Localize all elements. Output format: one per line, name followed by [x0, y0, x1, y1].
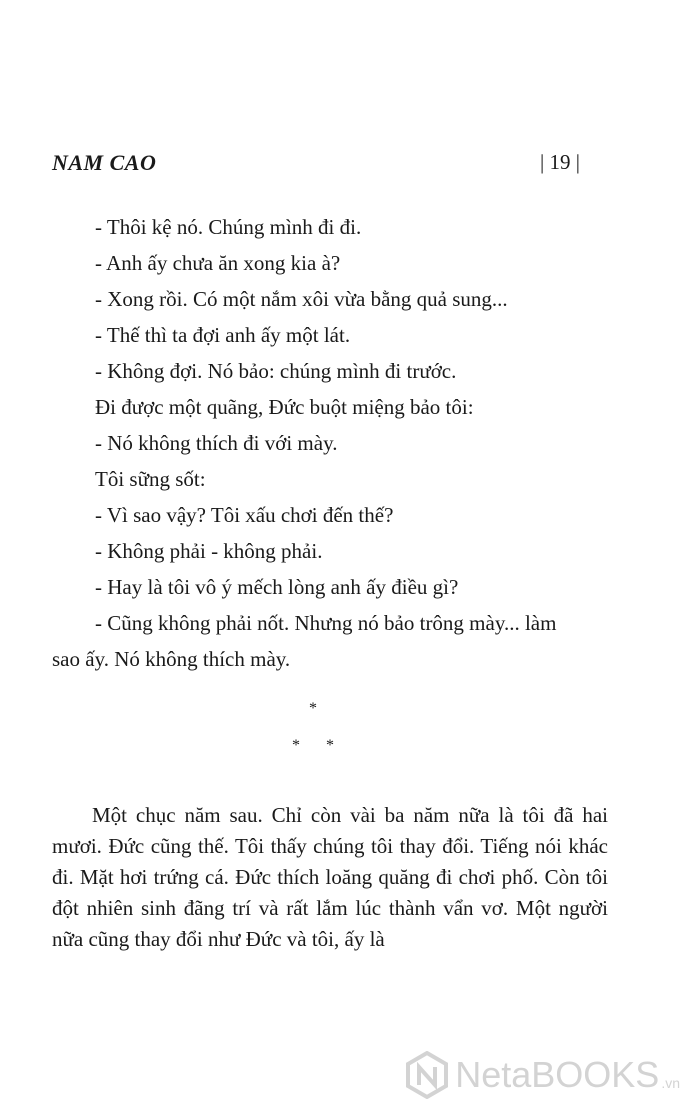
body-paragraph: Một chục năm sau. Chỉ còn vài ba năm nữa là tôi đã hai mươi. Đức cũng thế. Tôi thấy chúng tôi thay đổi. Tiếng nói khác đi. Mặt hơi trứng cá. Đức thích loăng quăng đi chơi phố. Còn tôi đột nhiên sinh đãng trí và rất lắm lúc thành vẩn vơ. Một người nữa cũng thay đổi như Đức và tôi, ấy là	[52, 803, 608, 951]
netabooks-logo-icon	[405, 1051, 449, 1099]
watermark	[405, 1051, 680, 1099]
dialogue-line: - Anh ấy chưa ăn xong kia à?	[95, 251, 341, 275]
dialogue-line: - Không đợi. Nó bảo: chúng mình đi trước.	[95, 359, 457, 383]
dialogue-line: - Thôi kệ nó. Chúng mình đi đi.	[95, 215, 362, 239]
separator-star: *	[309, 700, 317, 717]
page-number: | 19 |	[540, 150, 580, 174]
running-head-author: NAM CAO	[52, 150, 157, 175]
narration-line: Tôi sững sốt:	[95, 467, 206, 491]
dialogue-line-continued: sao ấy. Nó không thích mày.	[52, 647, 291, 671]
watermark-suffix: .vn	[661, 1075, 680, 1091]
dialogue-line: - Nó không thích đi với mày.	[95, 431, 338, 455]
dialogue-line: - Vì sao vậy? Tôi xấu chơi đến thế?	[95, 503, 394, 527]
dialogue-line: - Hay là tôi vô ý mếch lòng anh ấy điều gì?	[95, 575, 459, 599]
separator-star: *	[292, 737, 300, 754]
narration-line: Đi được một quãng, Đức buột miệng bảo tôi:	[95, 395, 474, 419]
dialogue-line: - Xong rồi. Có một nắm xôi vừa bằng quả sung...	[95, 287, 508, 311]
dialogue-line: - Thế thì ta đợi anh ấy một lát.	[95, 323, 351, 347]
watermark-brand: NetaBOOKS	[455, 1054, 660, 1095]
separator-star: *	[326, 737, 334, 754]
dialogue-line: - Không phải - không phải.	[95, 539, 323, 563]
dialogue-line: - Cũng không phải nốt. Nhưng nó bảo trông mày... làm	[95, 611, 557, 635]
